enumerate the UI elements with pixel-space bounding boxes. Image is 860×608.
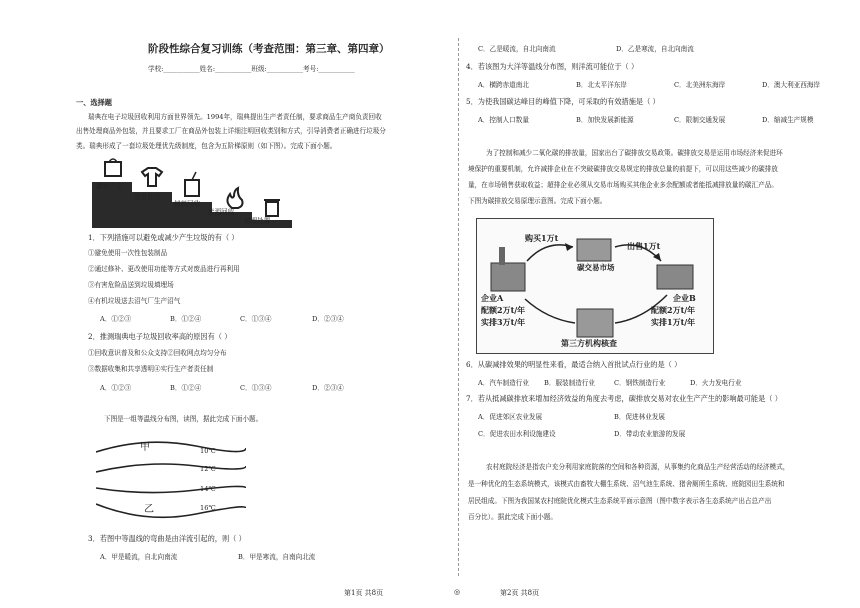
q1-item-3: ③有害危险品送到垃圾填埋场 bbox=[88, 281, 174, 289]
enterprise-a-label: 企业A bbox=[481, 293, 504, 303]
q1-option-c[interactable]: C．①③④ bbox=[240, 315, 272, 323]
q6-option-b[interactable]: B．服装制造行业 bbox=[544, 379, 596, 387]
isotherm-label-jia: 甲 bbox=[140, 442, 150, 453]
temp-label-14: 14℃ bbox=[200, 485, 216, 493]
flame-icon bbox=[227, 188, 242, 208]
courtyard-para-line-3: 居民组成。下图为我国某农村庭院优化模式生态系统平面示意图（图中数字表示各生态系统产出占总产出 bbox=[468, 497, 772, 505]
enterprise-b-actual: 实排1万t/年 bbox=[651, 317, 696, 327]
enterprise-a-actual: 实排3万t/年 bbox=[481, 317, 526, 327]
q2-item-1: ①回收意识普及和公众支持②回收网点均匀分布 bbox=[88, 349, 227, 357]
q7-option-a[interactable]: A．促进郊区农业发展 bbox=[478, 413, 543, 421]
q3-option-d[interactable]: D．乙是寒流，自北向南流 bbox=[616, 45, 694, 53]
enterprise-a-building bbox=[491, 263, 525, 291]
q6-option-a[interactable]: A．汽车制造行业 bbox=[478, 379, 529, 387]
courtyard-para-line-2: 是一种优化的生态系统模式，该模式由畜牧大棚生系统、沼气池生系统、猪舍厕所生系统、庭院园田生系统和 bbox=[468, 480, 785, 488]
isotherm-diagram bbox=[96, 436, 246, 528]
buy-label: 购买1万t bbox=[525, 233, 559, 243]
q5-option-c[interactable]: C．限制交通发展 bbox=[674, 116, 726, 124]
q2-option-b[interactable]: B．①②④ bbox=[170, 384, 202, 392]
carbon-para-line-1: 为了控制和减少二氧化碳的排放量，国家出台了碳排放交易政策。碳排放交易是运用市场经济来促进环 bbox=[486, 149, 783, 157]
isotherm-line-14 bbox=[96, 486, 246, 492]
isotherm-line-10 bbox=[96, 442, 246, 452]
temp-label-10: 10℃ bbox=[200, 447, 216, 455]
q1-option-d[interactable]: D．②③④ bbox=[312, 315, 344, 323]
cup-icon bbox=[185, 172, 199, 196]
carbon-trading-diagram bbox=[476, 218, 714, 354]
student-info-line: 学校:___________姓名:___________班级:___________考号:___________ bbox=[148, 65, 355, 73]
enterprise-b-label: 企业B bbox=[673, 293, 696, 303]
temp-label-16: 16℃ bbox=[200, 504, 216, 512]
isotherm-line-16 bbox=[96, 504, 246, 517]
q1-option-a[interactable]: A．①②③ bbox=[100, 315, 132, 323]
q2-option-a[interactable]: A．①②③ bbox=[100, 384, 132, 392]
q1-item-1: ①避免使用一次性包装制品 bbox=[88, 249, 168, 257]
q7-option-c[interactable]: C．促进农田水利设施建设 bbox=[478, 430, 556, 438]
q3-option-b[interactable]: B．甲是寒流，自南向北流 bbox=[238, 553, 316, 561]
isotherm-intro: 下图是一组等温线分布图，读图，据此完成下面小题。 bbox=[104, 415, 263, 423]
intro-line-3: 类。瑞典形成了一套垃圾处理优先级制度，包含为五阶梯原则（如下图）。完成下面小题。 bbox=[76, 142, 337, 150]
enterprise-a-chimney bbox=[499, 247, 505, 265]
temp-label-12: 12℃ bbox=[200, 465, 216, 473]
q2-option-d[interactable]: D．②③④ bbox=[312, 384, 344, 392]
isotherm-label-yi: 乙 bbox=[144, 504, 154, 515]
intro-line-1: 瑞典在电子垃圾回收利用方面世界领先。1994年，瑞典提出生产者责任制，要求商品生产商负责回收 bbox=[88, 113, 382, 121]
verify-arrow-a bbox=[525, 299, 575, 323]
q2-item-2: ③数据收集和共享透明④实行生产者责任制 bbox=[88, 365, 214, 373]
page-number-right: 第2页 共8页 bbox=[500, 589, 540, 597]
carbon-para-line-3: 量，在市场销售获取收益；超排企业必须从交易市场购买其他企业多余配额或者能抵减排放量的碳汇产品。 bbox=[468, 181, 778, 189]
q3-option-a[interactable]: A．甲是暖流，自北向南流 bbox=[100, 553, 178, 561]
stair-label-3: 材料回收 bbox=[174, 200, 201, 208]
carbon-para-line-4: 下图为碳排放交易原理示意图。完成下面小题。 bbox=[468, 197, 607, 205]
page-number-left: 第1页 共8页 bbox=[344, 589, 384, 597]
q1-item-2: ②通过修补、更改使用功能等方式对废品进行再利用 bbox=[88, 265, 240, 273]
q6-option-d[interactable]: D．火力发电行业 bbox=[690, 379, 742, 387]
courtyard-para-line-4: 百分比）。据此完成下面小题。 bbox=[468, 513, 558, 521]
carbon-para-line-2: 境保护的重要机制，允许减排企业在不突破碳排放交易规定的排放总量的前提下，可以用这些减少的碳排放 bbox=[468, 165, 778, 173]
stair-label-4: 能源回收 bbox=[208, 208, 235, 216]
q1-option-b[interactable]: B．①②④ bbox=[170, 315, 202, 323]
page-divider bbox=[458, 38, 459, 576]
third-party-building bbox=[577, 309, 613, 337]
q6-option-c[interactable]: C．钢铁制造行业 bbox=[614, 379, 666, 387]
q7-option-d[interactable]: D．带动农业旅游的发展 bbox=[614, 430, 686, 438]
q4-option-a[interactable]: A．横跨赤道南北 bbox=[478, 81, 529, 89]
question-1: 1．下列措施可以避免或减少产生垃圾的有（ ） bbox=[88, 233, 239, 242]
right-page bbox=[466, 0, 860, 580]
q5-option-b[interactable]: B．加快发展新能源 bbox=[576, 116, 634, 124]
q5-option-a[interactable]: A．控制人口数量 bbox=[478, 116, 529, 124]
stair-label-1: 避免产生 bbox=[96, 182, 123, 190]
question-3: 3．若图中等温线的弯曲是由洋流引起的，则（ ） bbox=[88, 534, 246, 543]
enterprise-b-quota: 配额2万t/年 bbox=[651, 305, 696, 315]
isotherm-line-12 bbox=[96, 464, 246, 472]
q4-option-d[interactable]: D．澳大利亚西海岸 bbox=[762, 81, 821, 89]
stair-label-2: 重复使用 bbox=[134, 193, 161, 201]
enterprise-a-quota: 配额2万t/年 bbox=[481, 305, 526, 315]
q2-option-c[interactable]: C．①③④ bbox=[240, 384, 272, 392]
shopping-bag-icon bbox=[105, 159, 121, 176]
question-7: 7．若从抵减碳排放来增加经济效益的角度去考虑，碳排放交易对农业生产产生的影响最可能是（ ） bbox=[466, 394, 782, 403]
question-6: 6．从碳减排效果的明显性来看，最适合纳入首批试点行业的是（ ） bbox=[466, 360, 682, 369]
q3-option-c[interactable]: C．乙是暖流，自北向南流 bbox=[478, 45, 556, 53]
enterprise-b-building bbox=[657, 265, 693, 289]
footer-center-mark: ◎ bbox=[454, 588, 461, 596]
q5-option-d[interactable]: D．缩减生产规模 bbox=[762, 116, 814, 124]
question-4: 4．若该图为大洋等温线分布图，则洋流可能位于（ ） bbox=[466, 62, 639, 71]
exam-title: 阶段性综合复习训练（考查范围：第三章、第四章） bbox=[148, 43, 390, 55]
section-heading: 一、选择题 bbox=[76, 98, 112, 107]
question-5: 5．为使我国碳达峰目的峰值下降，可采取的有效措施是（ ） bbox=[466, 97, 660, 106]
trash-bin-icon bbox=[264, 200, 280, 216]
sell-label: 出售1万t bbox=[627, 241, 661, 251]
intro-line-2: 出售处理商品外包装，并且要求工厂在商品外包装上详细注明回收类别和方式，引导消费者正确进行垃圾分 bbox=[76, 127, 386, 135]
courtyard-para-line-1: 农村庭院经济是指农户充分利用家庭院落的空间和各种资源，从事集约化商品生产经营活动的经济模式， bbox=[486, 463, 790, 471]
third-party-label: 第三方机构核查 bbox=[561, 338, 617, 348]
q7-option-b[interactable]: B．促进林业发展 bbox=[614, 413, 666, 421]
market-label: 碳交易市场 bbox=[577, 263, 615, 272]
q1-item-4: ④有机垃圾送去沼气厂生产沼气 bbox=[88, 297, 181, 305]
q4-option-c[interactable]: C．北美洲东海岸 bbox=[674, 81, 726, 89]
carbon-market-building bbox=[577, 239, 611, 261]
carbon-trading-graphic bbox=[477, 219, 713, 353]
question-2: 2．推测瑞典电子垃圾回收率高的原因有（ ） bbox=[88, 332, 232, 341]
tshirt-icon bbox=[142, 168, 162, 186]
stair-label-5: 填埋处置 bbox=[244, 217, 271, 225]
q4-option-b[interactable]: B．北太平洋东岸 bbox=[576, 81, 628, 89]
waste-hierarchy-staircase bbox=[92, 158, 302, 228]
